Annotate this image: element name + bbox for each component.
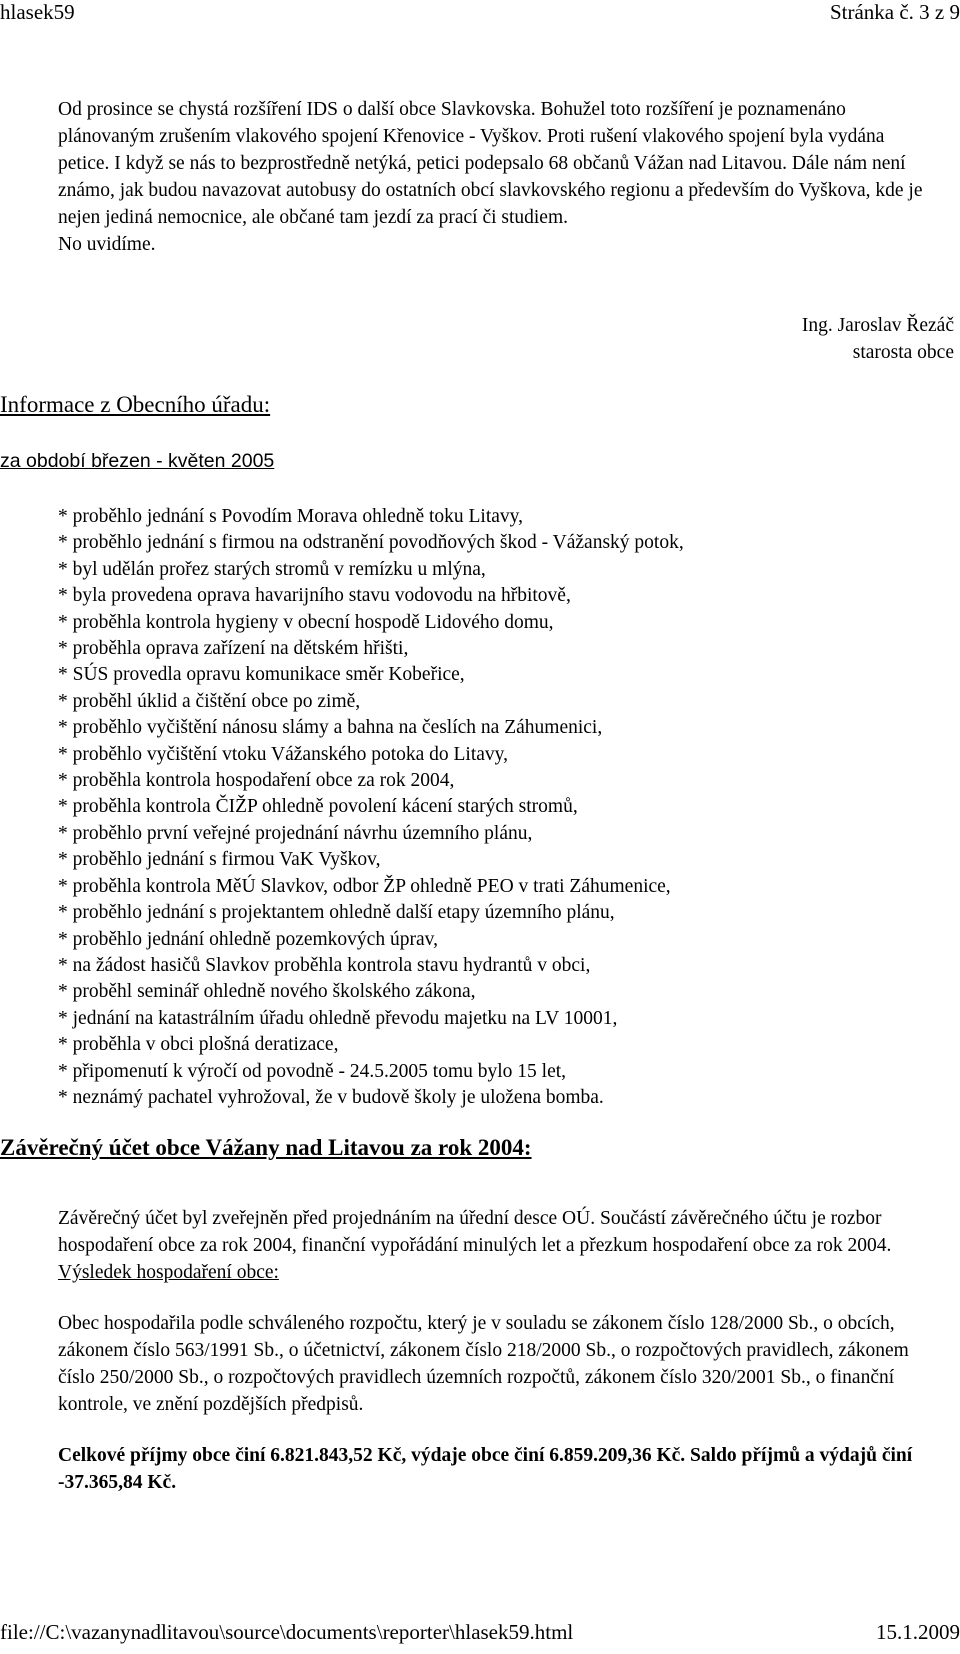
footer-path: file://C:\vazanynadlitavou\source\documents\reporter\hlasek59.html: [0, 1620, 574, 1644]
spacer: [58, 1286, 938, 1310]
budget-summary: Celkové příjmy obce činí 6.821.843,52 Kč, výdaje obce činí 6.859.209,36 Kč. Saldo příjmů a výdajů činí -37.365,84 Kč.: [58, 1445, 913, 1493]
office-items-list: [58, 504, 938, 1111]
list-item: * na žádost hasičů Slavkov proběhla kontrola stavu hydrantů v obci,: [58, 954, 591, 976]
list-item: * jednání na katastrálním úřadu ohledně převodu majetku na LV 10001,: [58, 1007, 618, 1029]
print-header: [0, 0, 960, 28]
intro-section: [58, 96, 938, 258]
list-item: * proběhl seminář ohledně nového školského zákona,: [58, 981, 476, 1003]
list-item: * proběhlo jednání s projektantem ohledně další etapy územního plánu,: [58, 902, 615, 924]
final-account-heading: Závěrečný účet obce Vážany nad Litavou za rok 2004:: [0, 1135, 532, 1160]
list-item: * proběhlo jednání s Povodím Morava ohledně toku Litavy,: [58, 506, 524, 527]
final-account-section: [58, 1205, 938, 1496]
list-item: * proběhlo jednání s firmou na odstranění povodňových škod - Vážanský potok,: [58, 532, 684, 554]
list-item: * SÚS provedla opravu komunikace směr Kobeřice,: [58, 664, 465, 686]
list-item: * proběhlo vyčištění nánosu slámy a bahna na česlích na Záhumenici,: [58, 717, 603, 739]
list-item: * neznámý pachatel vyhrožoval, že v budově školy je uložena bomba.: [58, 1086, 604, 1108]
footer-date: 15.1.2009: [876, 1620, 960, 1644]
office-period: za období březen - květen 2005: [0, 450, 275, 472]
list-item: * připomenutí k výročí od povodně - 24.5.2005 tomu bylo 15 let,: [58, 1060, 567, 1082]
list-item: * proběhl úklid a čištění obce po zimě,: [58, 690, 361, 712]
intro-paragraph: Od prosince se chystá rozšíření IDS o další obce Slavkovska. Bohužel toto rozšíření je poznamenáno plánovaným zrušením vlakového spojení Křenovice - Vyškov. Proti rušení vlakového spojení byla vydána petice. I když se nás to bezprostředně netýká, petici podepsalo 68 občanů Vážan nad Litavou. Dále nám není známo, jak budou navazovat autobusy do ostatních obcí slavkovského regionu a především do Vyškova, kde je nejen jediná nemocnice, ale občané tam jezdí za prací či studiem.: [58, 99, 923, 228]
list-item: * proběhla kontrola MěÚ Slavkov, odbor ŽP ohledně PEO v trati Záhumenice,: [58, 875, 671, 897]
list-item: * proběhla kontrola hygieny v obecní hospodě Lidového domu,: [58, 611, 554, 633]
list-item: * proběhla kontrola ČIŽP ohledně povolení kácení starých stromů,: [58, 796, 578, 818]
intro-closing: No uvidíme.: [58, 234, 156, 255]
signature-name: Ing. Jaroslav Řezáč: [801, 315, 954, 336]
spacer: [58, 1418, 938, 1442]
page-counter: Stránka č. 3 z 9: [829, 0, 960, 24]
signature-block: [802, 312, 954, 366]
list-item: * proběhlo první veřejné projednání návrhu územního plánu,: [58, 822, 533, 844]
list-item: * byla provedena oprava havarijního stavu vodovodu na hřbitově,: [58, 585, 571, 607]
result-paragraph: Obec hospodařila podle schváleného rozpočtu, který je v souladu se zákonem číslo 128/2000 Sb., o obcích, zákonem číslo 563/1991 Sb., o účetnictví, zákonem číslo 218/2000 Sb., o rozpočtových pravidlech, zákonem číslo 250/2000 Sb., o rozpočtových pravidlech územních rozpočtů, zákonem číslo 320/2001 Sb., o finanční kontrole, ve znění pozdějších předpisů.: [58, 1313, 909, 1415]
signature-role: starosta obce: [852, 342, 954, 363]
final-account-paragraph: Závěrečný účet byl zveřejněn před projednáním na úřední desce OÚ. Součástí závěrečného účtu je rozbor hospodaření obce za rok 2004, finanční vypořádání minulých let a přezkum hospodaření obce za rok 2004.: [58, 1208, 892, 1256]
document-name: hlasek59: [0, 0, 75, 24]
list-item: * proběhlo jednání ohledně pozemkových úprav,: [58, 928, 438, 950]
list-item: * byl udělán prořez starých stromů v remízku u mlýna,: [58, 558, 486, 580]
list-item: * proběhla oprava zařízení na dětském hřišti,: [58, 638, 409, 660]
list-item: * proběhlo vyčištění vtoku Vážanského potoka do Litavy,: [58, 743, 509, 765]
office-heading: Informace z Obecního úřadu:: [0, 392, 271, 417]
list-item: * proběhla kontrola hospodaření obce za rok 2004,: [58, 770, 455, 792]
list-item: * proběhlo jednání s firmou VaK Vyškov,: [58, 849, 381, 871]
list-item: * proběhla v obci plošná deratizace,: [58, 1034, 339, 1056]
result-label: Výsledek hospodaření obce:: [58, 1262, 279, 1283]
